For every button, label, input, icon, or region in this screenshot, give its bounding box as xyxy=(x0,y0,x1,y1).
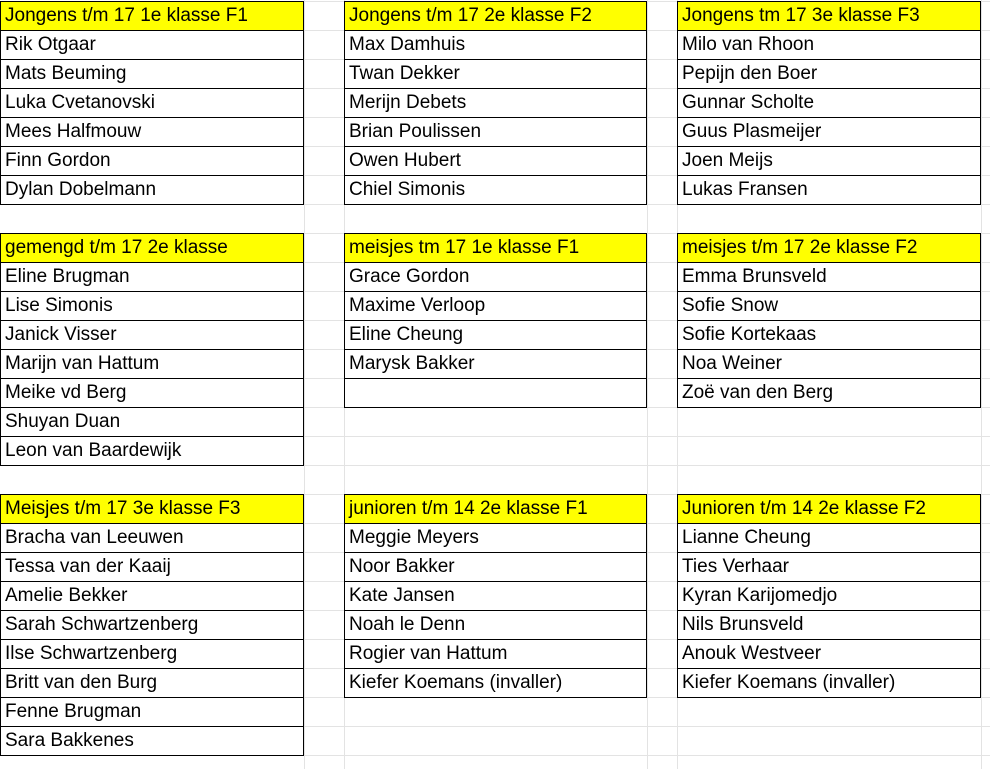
gridline xyxy=(981,0,982,769)
player-cell[interactable]: Kiefer Koemans (invaller) xyxy=(344,668,647,698)
team-header-cell[interactable]: Jongens t/m 17 2e klasse F2 xyxy=(344,1,647,31)
team-header-cell[interactable]: Jongens tm 17 3e klasse F3 xyxy=(677,1,981,31)
player-cell[interactable]: Milo van Rhoon xyxy=(677,30,981,60)
gridline xyxy=(304,0,305,769)
team-header-cell[interactable]: junioren t/m 14 2e klasse F1 xyxy=(344,494,647,524)
player-cell[interactable]: Tessa van der Kaaij xyxy=(0,552,304,582)
team-header-cell[interactable]: meisjes tm 17 1e klasse F1 xyxy=(344,233,647,263)
team-header-cell[interactable]: gemengd t/m 17 2e klasse xyxy=(0,233,304,263)
player-cell[interactable]: Noor Bakker xyxy=(344,552,647,582)
team-header-cell[interactable]: Junioren t/m 14 2e klasse F2 xyxy=(677,494,981,524)
player-cell[interactable]: Sarah Schwartzenberg xyxy=(0,610,304,640)
player-cell[interactable]: Brian Poulissen xyxy=(344,117,647,147)
player-cell[interactable]: Dylan Dobelmann xyxy=(0,175,304,205)
player-cell[interactable]: Eline Cheung xyxy=(344,320,647,350)
player-cell[interactable]: Bracha van Leeuwen xyxy=(0,523,304,553)
team-header-cell[interactable]: Jongens t/m 17 1e klasse F1 xyxy=(0,1,304,31)
player-cell[interactable]: Lianne Cheung xyxy=(677,523,981,553)
player-cell[interactable]: Lukas Fransen xyxy=(677,175,981,205)
player-cell[interactable]: Fenne Brugman xyxy=(0,697,304,727)
player-cell[interactable]: Amelie Bekker xyxy=(0,581,304,611)
player-cell[interactable]: Guus Plasmeijer xyxy=(677,117,981,147)
player-cell[interactable]: Rogier van Hattum xyxy=(344,639,647,669)
player-cell[interactable]: Noa Weiner xyxy=(677,349,981,379)
player-cell[interactable]: Shuyan Duan xyxy=(0,407,304,437)
player-cell[interactable] xyxy=(344,378,647,408)
player-cell[interactable]: Noah le Denn xyxy=(344,610,647,640)
player-cell[interactable]: Mees Halfmouw xyxy=(0,117,304,147)
player-cell[interactable]: Luka Cvetanovski xyxy=(0,88,304,118)
gridline xyxy=(647,0,648,769)
player-cell[interactable]: Merijn Debets xyxy=(344,88,647,118)
player-cell[interactable]: Marysk Bakker xyxy=(344,349,647,379)
player-cell[interactable]: Meggie Meyers xyxy=(344,523,647,553)
player-cell[interactable]: Sofie Snow xyxy=(677,291,981,321)
player-cell[interactable]: Pepijn den Boer xyxy=(677,59,981,89)
player-cell[interactable]: Twan Dekker xyxy=(344,59,647,89)
player-cell[interactable]: Britt van den Burg xyxy=(0,668,304,698)
player-cell[interactable]: Finn Gordon xyxy=(0,146,304,176)
player-cell[interactable]: Kyran Karijomedjo xyxy=(677,581,981,611)
player-cell[interactable]: Rik Otgaar xyxy=(0,30,304,60)
player-cell[interactable]: Gunnar Scholte xyxy=(677,88,981,118)
player-cell[interactable]: Marijn van Hattum xyxy=(0,349,304,379)
player-cell[interactable]: Anouk Westveer xyxy=(677,639,981,669)
player-cell[interactable]: Mats Beuming xyxy=(0,59,304,89)
player-cell[interactable]: Lise Simonis xyxy=(0,291,304,321)
player-cell[interactable]: Zoë van den Berg xyxy=(677,378,981,408)
player-cell[interactable]: Owen Hubert xyxy=(344,146,647,176)
team-header-cell[interactable]: meisjes t/m 17 2e klasse F2 xyxy=(677,233,981,263)
player-cell[interactable]: Maxime Verloop xyxy=(344,291,647,321)
team-header-cell[interactable]: Meisjes t/m 17 3e klasse F3 xyxy=(0,494,304,524)
player-cell[interactable]: Ties Verhaar xyxy=(677,552,981,582)
player-cell[interactable]: Nils Brunsveld xyxy=(677,610,981,640)
player-cell[interactable]: Kate Jansen xyxy=(344,581,647,611)
player-cell[interactable]: Kiefer Koemans (invaller) xyxy=(677,668,981,698)
player-cell[interactable]: Eline Brugman xyxy=(0,262,304,292)
player-cell[interactable]: Ilse Schwartzenberg xyxy=(0,639,304,669)
player-cell[interactable]: Max Damhuis xyxy=(344,30,647,60)
player-cell[interactable]: Sofie Kortekaas xyxy=(677,320,981,350)
player-cell[interactable]: Chiel Simonis xyxy=(344,175,647,205)
player-cell[interactable]: Emma Brunsveld xyxy=(677,262,981,292)
player-cell[interactable]: Sara Bakkenes xyxy=(0,726,304,756)
player-cell[interactable]: Meike vd Berg xyxy=(0,378,304,408)
player-cell[interactable]: Janick Visser xyxy=(0,320,304,350)
player-cell[interactable]: Joen Meijs xyxy=(677,146,981,176)
player-cell[interactable]: Grace Gordon xyxy=(344,262,647,292)
player-cell[interactable]: Leon van Baardewijk xyxy=(0,436,304,466)
